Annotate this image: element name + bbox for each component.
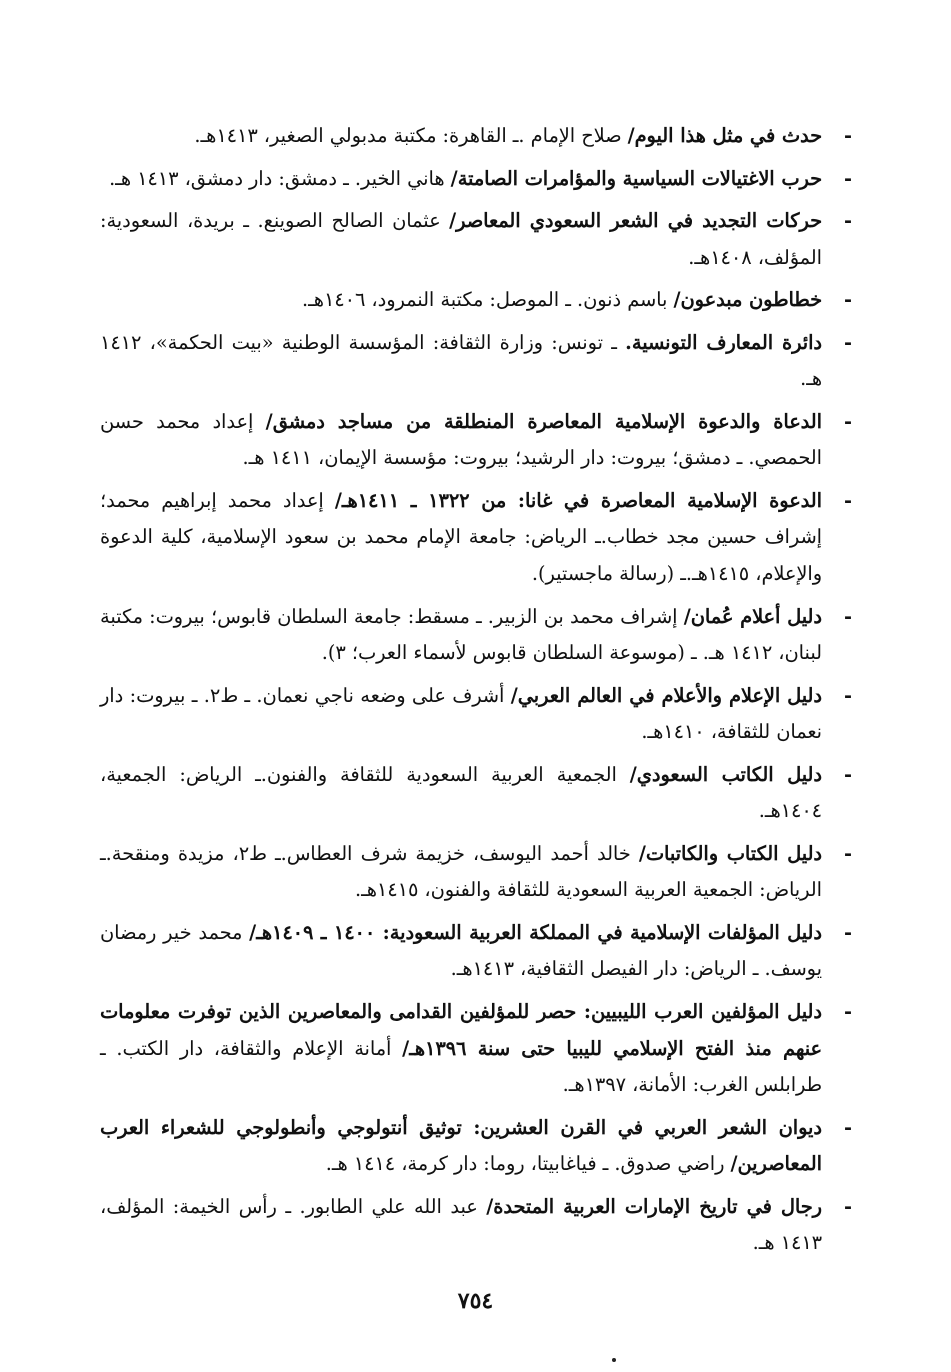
entry-dash: - (844, 604, 852, 628)
entry-title: الدعاة والدعوة الإسلامية المعاصرة المنطلقة من مساجد دمشق/ (265, 409, 822, 433)
entry-title: دليل أعلام عُمان/ (683, 604, 822, 628)
bibliography-list (100, 118, 852, 1268)
entry-title: ديوان الشعر العربي في القرن العشرين: توثيق أنتولوجي وأنطولوجي للشعراء العرب المعاصرين/ (100, 1115, 822, 1176)
entry-title: حدث في مثل هذا اليوم/ (627, 124, 822, 147)
entry-title: دليل الكتاب والكاتبات/ (638, 841, 823, 865)
entry-title: دليل المؤلفين العرب الليبيين: حصر للمؤلفين القدامى والمعاصرين الذين توفرت معلومات عنهم منذ الفتح الإسلامي لليبيا حتى سنة ١٣٩٦هـ/ (100, 1000, 822, 1060)
scan-speck (612, 1358, 616, 1362)
entry-dash: - (844, 1115, 852, 1139)
entry-dash: - (844, 920, 852, 944)
entry-title: دليل الإعلام والأعلام في العالم العربي/ (510, 683, 822, 707)
entry-dash: - (844, 762, 852, 786)
bibliography-entry (100, 599, 852, 672)
entry-details: محمد خير رمضان يوسف. ـ الرياض: دار الفيصل الثقافية، ١٤١٣هـ. (100, 920, 822, 981)
entry-details: باسم ذنون. ـ الموصل: مكتبة النمرود، ١٤٠٦هـ. (302, 288, 674, 312)
bibliography-entry (100, 836, 852, 909)
bibliography-entry (100, 757, 852, 830)
entry-details: الجمعية العربية السعودية للثقافة والفنون.ـ الرياض: الجمعية، ١٤٠٤هـ. (100, 762, 822, 823)
entry-title: دليل الكاتب السعودي/ (629, 762, 822, 786)
bibliography-entry (100, 118, 852, 155)
entry-dash: - (844, 124, 852, 147)
entry-title: خطاطون مبدعون/ (673, 288, 822, 312)
bibliography-entry (100, 325, 852, 398)
entry-details: إعداد محمد حسن الحمصي. ـ دمشق؛ بيروت: دار الرشيد؛ بيروت: مؤسسة الإيمان، ١٤١١ هـ. (100, 409, 822, 470)
entry-details: هاني الخير. ـ دمشق: دار دمشق، ١٤١٣ هـ. (109, 166, 451, 190)
entry-dash: - (844, 1194, 852, 1218)
entry-details: خالد أحمد اليوسف، خزيمة شرف العطاس.ـ ط٢، مزيدة ومنقحة.ـ الرياض: الجمعية العربية السعودية للثقافة والفنون، ١٤١٥هـ. (100, 841, 822, 902)
bibliography-entry (100, 678, 852, 751)
entry-details: إعداد محمد إبراهيم محمد؛ إشراف حسين مجد خطاب.ـ الرياض: جامعة الإمام محمد بن سعود الإسلامية، كلية الدعوة والإعلام، ١٤١٥هـ.ـ (رسالة ماجستير). (100, 488, 822, 586)
entry-details: إشراف محمد بن الزبير. ـ مسقط: جامعة السلطان قابوس؛ بيروت: مكتبة لبنان، ١٤١٢ هـ. ـ (موسوعة السلطان قابوس لأسماء العرب؛ ٣). (100, 604, 822, 665)
entry-dash: - (844, 683, 852, 707)
page-number: ٧٥٤ (457, 1288, 494, 1314)
entry-dash: - (844, 488, 852, 512)
entry-dash: - (844, 209, 852, 233)
entry-title: الدعوة الإسلامية المعاصرة في غانا: من ١٣٢٢ ـ ١٤١١هـ/ (334, 488, 823, 512)
entry-details: عبد الله علي الطابور. ـ رأس الخيمة: المؤلف، ١٤١٣ هـ. (100, 1194, 822, 1255)
entry-details: ـ تونس: وزارة الثقافة: المؤسسة الوطنية «بيت الحكمة»، ١٤١٢ هـ. (100, 330, 822, 391)
entry-title: رجال في تاريخ الإمارات العربية المتحدة/ (486, 1194, 822, 1218)
bibliography-entry (100, 994, 852, 1104)
entry-dash: - (844, 841, 852, 865)
bibliography-entry (100, 915, 852, 988)
entry-details: أمانة الإعلام والثقافة، دار الكتب. ـ طرابلس الغرب: الأمانة، ١٣٩٧هـ. (100, 1036, 822, 1097)
bibliography-entry (100, 1110, 852, 1183)
entry-dash: - (844, 409, 852, 433)
entry-dash: - (844, 288, 852, 312)
entry-details: صلاح الإمام .ـ القاهرة: مكتبة مدبولي الصغير، ١٤١٣هـ. (194, 124, 628, 147)
entry-title: دائرة المعارف التونسية. (625, 330, 822, 354)
bibliography-entry (100, 203, 852, 276)
entry-details: راضي صدوق. ـ فياغابيتا، روما: دار كرمة، ١٤١٤ هـ. (325, 1152, 731, 1176)
entry-title: دليل المؤلفات الإسلامية في المملكة العربية السعودية: ١٤٠٠ ـ ١٤٠٩هـ/ (249, 920, 822, 944)
entry-title: حركات التجديد في الشعر السعودي المعاصر/ (449, 209, 822, 233)
entry-title: حرب الاغتيالات السياسية والمؤامرات الصامتة/ (450, 166, 822, 190)
bibliography-entry (100, 1189, 852, 1262)
entry-details: أشرف على وضعه ناجي نعمان. ـ ط٢. ـ بيروت: دار نعمان للثقافة، ١٤١٠هـ. (100, 683, 822, 744)
entry-details: عثمان الصالح الصوينع. ـ بريدة، السعودية: المؤلف، ١٤٠٨هـ. (100, 209, 822, 269)
bibliography-entry (100, 404, 852, 477)
bibliography-entry (100, 161, 852, 198)
entry-dash: - (844, 166, 852, 190)
bibliography-entry (100, 483, 852, 593)
entry-dash: - (844, 1000, 852, 1024)
entry-dash: - (844, 330, 852, 354)
bibliography-entry (100, 282, 852, 319)
